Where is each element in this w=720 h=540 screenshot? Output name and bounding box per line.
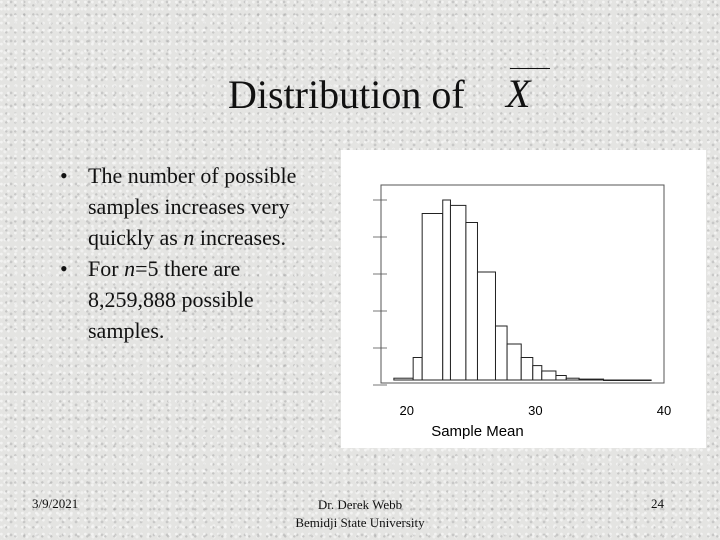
histogram-bar (466, 223, 478, 381)
y-axis-ticks (373, 200, 387, 385)
histogram-bars (394, 200, 651, 381)
bullet-marker: • (60, 256, 68, 281)
slide-title-text: Distribution of (228, 72, 465, 117)
footer-institution: Bemidji State University (295, 515, 425, 530)
bullet-item (60, 253, 330, 346)
histogram-bar (566, 378, 579, 380)
footer-author: Dr. Derek Webb (317, 497, 403, 512)
histogram-bar (542, 371, 556, 380)
bullet-text-segment: n (124, 256, 136, 281)
histogram-bar (477, 272, 495, 380)
histogram-bar (604, 380, 652, 381)
histogram-panel (341, 150, 706, 448)
histogram-chart (341, 150, 706, 448)
bullet-text-segment: The number of possible samples increases very quickly as (88, 163, 297, 250)
histogram-bar (521, 358, 533, 381)
histogram-bar (443, 200, 451, 380)
slide-title (228, 70, 465, 120)
histogram-bar (413, 358, 422, 381)
bullet-item (60, 160, 330, 253)
x-axis-tick-labels (399, 403, 671, 418)
x-bar-overline (510, 68, 550, 69)
x-bar-letter: X (506, 71, 531, 116)
x-tick-label: 40 (656, 403, 672, 418)
bullet-marker: • (60, 163, 68, 188)
bullet-list (60, 160, 330, 346)
histogram-bar (579, 379, 603, 380)
x-axis-title: Sample Mean (431, 423, 524, 440)
x-tick-label: 20 (399, 403, 414, 418)
histogram-bar (556, 376, 566, 381)
x-bar-symbol (506, 64, 552, 120)
histogram-bar (394, 378, 413, 380)
footer-date: 3/9/2021 (32, 496, 79, 511)
histogram-bar (495, 326, 507, 380)
footer-author-block (250, 496, 470, 532)
histogram-bar (422, 214, 443, 381)
bullet-text-segment: increases. (194, 225, 286, 250)
histogram-bar (450, 205, 465, 380)
bullet-text-segment: For (88, 256, 125, 281)
histogram-bar (533, 366, 542, 380)
histogram-bar (507, 344, 521, 380)
bullet-text-segment: =5 there are 8,259,888 possible samples. (88, 256, 254, 343)
page-number: 24 (651, 496, 664, 511)
bullet-text-segment: n (183, 225, 195, 250)
x-tick-label: 30 (528, 403, 543, 418)
